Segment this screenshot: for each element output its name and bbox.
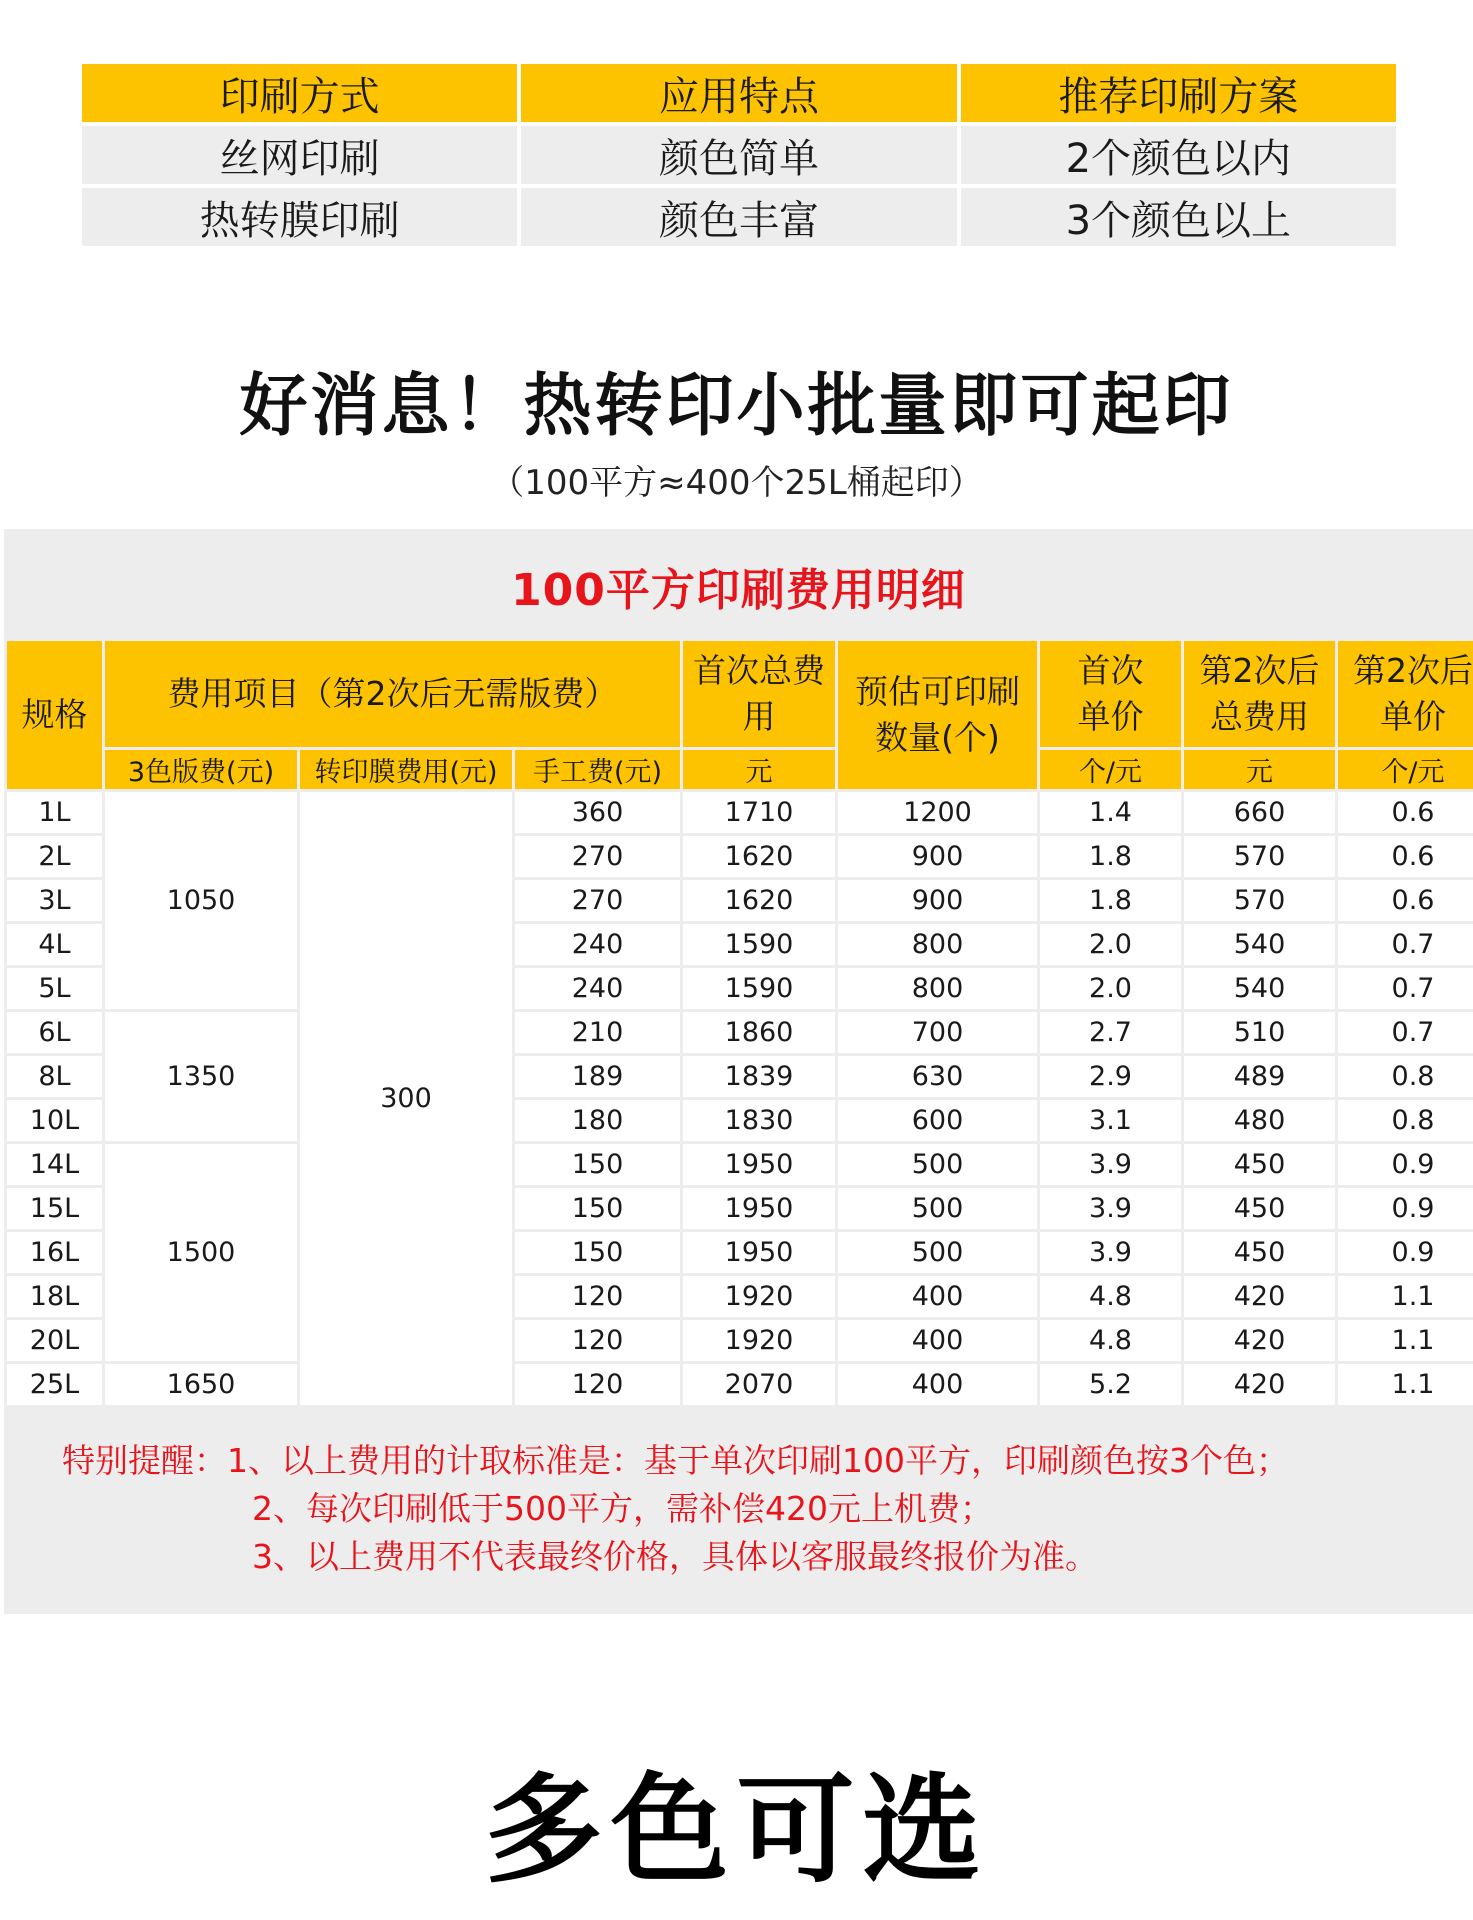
- method-table-header: [82, 64, 1396, 122]
- subheader-plate: 3色版费(元): [105, 750, 297, 789]
- cell-second-unit: 0.8: [1338, 1100, 1473, 1141]
- cell-qty: 600: [838, 1100, 1037, 1141]
- table-row: [82, 126, 1396, 184]
- cell-second-total: 420: [1184, 1320, 1335, 1361]
- method-feature: 颜色丰富: [521, 188, 956, 246]
- cell-second-unit: 0.9: [1338, 1188, 1473, 1229]
- cell-first-unit: 1.8: [1040, 836, 1181, 877]
- bottom-title: 多色可选: [484, 1761, 989, 1899]
- cell-first-unit: 2.9: [1040, 1056, 1181, 1097]
- cell-plate-fee: 1650: [105, 1364, 297, 1405]
- cell-labor: 150: [515, 1188, 680, 1229]
- header-features: 应用特点: [521, 64, 956, 122]
- header-first-unit: [1040, 641, 1181, 747]
- cell-second-total: 420: [1184, 1364, 1335, 1405]
- cell-first-unit: 3.9: [1040, 1144, 1181, 1185]
- table-row: [7, 1012, 1473, 1053]
- cell-first-unit: 1.4: [1040, 792, 1181, 833]
- panel-title: 100平方印刷费用明细: [511, 565, 966, 616]
- cell-spec: 25L: [7, 1364, 102, 1405]
- header-second-unit: [1338, 641, 1473, 747]
- note-line: 3、以上费用不代表最终价格，具体以客服最终报价为准。: [252, 1537, 1098, 1576]
- print-method-table: [78, 60, 1400, 250]
- cell-second-total: 450: [1184, 1144, 1335, 1185]
- price-subheader-row: [7, 750, 1473, 789]
- cell-first-unit: 2.0: [1040, 924, 1181, 965]
- cell-second-total: 660: [1184, 792, 1335, 833]
- cell-second-unit: 1.1: [1338, 1364, 1473, 1405]
- cell-second-total: 450: [1184, 1232, 1335, 1273]
- header-first-total: [683, 641, 835, 747]
- cell-second-total: 510: [1184, 1012, 1335, 1053]
- cell-film-fee: 300: [300, 792, 512, 1405]
- cell-first-unit: 4.8: [1040, 1276, 1181, 1317]
- cell-labor: 240: [515, 924, 680, 965]
- cell-spec: 20L: [7, 1320, 102, 1361]
- cell-labor: 270: [515, 836, 680, 877]
- table-row: [7, 792, 1473, 833]
- header-second-unit-text: 第2次后单价: [1353, 650, 1473, 736]
- cell-labor: 270: [515, 880, 680, 921]
- cell-first-unit: 3.9: [1040, 1188, 1181, 1229]
- cell-first-unit: 3.9: [1040, 1232, 1181, 1273]
- cell-second-total: 540: [1184, 924, 1335, 965]
- cell-spec: 2L: [7, 836, 102, 877]
- cell-labor: 120: [515, 1276, 680, 1317]
- cell-qty: 400: [838, 1320, 1037, 1361]
- cell-second-unit: 0.9: [1338, 1232, 1473, 1273]
- cell-spec: 6L: [7, 1012, 102, 1053]
- cell-first-total: 2070: [683, 1364, 835, 1405]
- cell-labor: 189: [515, 1056, 680, 1097]
- cell-first-total: 1590: [683, 924, 835, 965]
- cell-labor: 210: [515, 1012, 680, 1053]
- cell-first-unit: 4.8: [1040, 1320, 1181, 1361]
- cell-first-total: 1920: [683, 1276, 835, 1317]
- cell-qty: 800: [838, 924, 1037, 965]
- cell-labor: 240: [515, 968, 680, 1009]
- cell-qty: 900: [838, 880, 1037, 921]
- cell-first-unit: 2.7: [1040, 1012, 1181, 1053]
- cell-qty: 1200: [838, 792, 1037, 833]
- subheader-labor: 手工费(元): [515, 750, 680, 789]
- header-print-method: 印刷方式: [82, 64, 517, 122]
- header-first-unit-text: 首次单价: [1077, 650, 1144, 736]
- cell-labor: 150: [515, 1232, 680, 1273]
- cell-first-unit: 3.1: [1040, 1100, 1181, 1141]
- table-row: [7, 1144, 1473, 1185]
- cell-qty: 500: [838, 1188, 1037, 1229]
- cell-second-unit: 1.1: [1338, 1276, 1473, 1317]
- cell-spec: 18L: [7, 1276, 102, 1317]
- cell-spec: 14L: [7, 1144, 102, 1185]
- cell-second-total: 420: [1184, 1276, 1335, 1317]
- cell-first-total: 1620: [683, 880, 835, 921]
- cell-first-total: 1950: [683, 1232, 835, 1273]
- cell-second-unit: 0.6: [1338, 880, 1473, 921]
- cell-second-total: 480: [1184, 1100, 1335, 1141]
- method-name: 热转膜印刷: [82, 188, 517, 246]
- cell-second-total: 450: [1184, 1188, 1335, 1229]
- cell-first-total: 1590: [683, 968, 835, 1009]
- subheader-first-total-unit: 元: [683, 750, 835, 789]
- cell-first-unit: 1.8: [1040, 880, 1181, 921]
- cell-second-unit: 0.7: [1338, 924, 1473, 965]
- cell-second-unit: 0.6: [1338, 792, 1473, 833]
- cell-spec: 15L: [7, 1188, 102, 1229]
- cell-first-total: 1839: [683, 1056, 835, 1097]
- cell-second-unit: 0.7: [1338, 1012, 1473, 1053]
- cell-qty: 500: [838, 1232, 1037, 1273]
- cell-second-total: 570: [1184, 836, 1335, 877]
- cell-first-total: 1830: [683, 1100, 835, 1141]
- cell-first-unit: 5.2: [1040, 1364, 1181, 1405]
- subheader-first-unit-unit: 个/元: [1040, 750, 1181, 789]
- header-qty-text: 预估可印刷数量(个): [855, 671, 1020, 757]
- header-spec: 规格: [7, 641, 102, 789]
- cell-second-unit: 0.7: [1338, 968, 1473, 1009]
- table-row: [82, 188, 1396, 246]
- note-line: 特别提醒：1、以上费用的计取标准是：基于单次印刷100平方，印刷颜色按3个色；: [62, 1441, 1289, 1480]
- subheader-second-total-unit: 元: [1184, 750, 1335, 789]
- method-name: 丝网印刷: [82, 126, 517, 184]
- cell-spec: 4L: [7, 924, 102, 965]
- cell-second-total: 540: [1184, 968, 1335, 1009]
- cell-qty: 700: [838, 1012, 1037, 1053]
- cell-plate-fee: 1350: [105, 1012, 297, 1141]
- cell-first-total: 1620: [683, 836, 835, 877]
- method-feature: 颜色简单: [521, 126, 956, 184]
- cell-labor: 360: [515, 792, 680, 833]
- price-header-row: [7, 641, 1473, 747]
- cell-qty: 400: [838, 1276, 1037, 1317]
- cell-labor: 180: [515, 1100, 680, 1141]
- cell-qty: 900: [838, 836, 1037, 877]
- cell-labor: 120: [515, 1364, 680, 1405]
- cell-labor: 120: [515, 1320, 680, 1361]
- cell-second-unit: 1.1: [1338, 1320, 1473, 1361]
- cell-qty: 800: [838, 968, 1037, 1009]
- method-recommendation: 3个颜色以上: [961, 188, 1396, 246]
- special-notes: [62, 1437, 1289, 1581]
- header-second-total-text: 第2次后总费用: [1199, 650, 1320, 736]
- header-first-total-text: 首次总费用: [693, 650, 825, 736]
- cell-second-total: 570: [1184, 880, 1335, 921]
- headline: 好消息！热转印小批量即可起印: [239, 367, 1234, 446]
- cell-spec: 10L: [7, 1100, 102, 1141]
- subheader-second-unit-unit: 个/元: [1338, 750, 1473, 789]
- subheader-film: 转印膜费用(元): [300, 750, 512, 789]
- cell-second-unit: 0.9: [1338, 1144, 1473, 1185]
- table-row: [7, 1364, 1473, 1405]
- cell-qty: 400: [838, 1364, 1037, 1405]
- cell-second-total: 489: [1184, 1056, 1335, 1097]
- cell-plate-fee: 1050: [105, 792, 297, 1009]
- note-line: 2、每次印刷低于500平方，需补偿420元上机费；: [252, 1489, 993, 1528]
- cell-second-unit: 0.6: [1338, 836, 1473, 877]
- header-qty: [838, 641, 1037, 789]
- cell-first-total: 1950: [683, 1144, 835, 1185]
- cell-first-total: 1860: [683, 1012, 835, 1053]
- cell-first-total: 1950: [683, 1188, 835, 1229]
- cell-plate-fee: 1500: [105, 1144, 297, 1361]
- cell-first-total: 1920: [683, 1320, 835, 1361]
- price-table: [4, 638, 1473, 1408]
- cell-spec: 5L: [7, 968, 102, 1009]
- cell-spec: 8L: [7, 1056, 102, 1097]
- cell-spec: 16L: [7, 1232, 102, 1273]
- cell-first-unit: 2.0: [1040, 968, 1181, 1009]
- header-recommended: 推荐印刷方案: [961, 64, 1396, 122]
- header-second-total: [1184, 641, 1335, 747]
- header-fee-items: 费用项目（第2次后无需版费）: [105, 641, 680, 747]
- cell-first-total: 1710: [683, 792, 835, 833]
- cell-spec: 1L: [7, 792, 102, 833]
- method-recommendation: 2个颜色以内: [961, 126, 1396, 184]
- cell-second-unit: 0.8: [1338, 1056, 1473, 1097]
- cell-qty: 630: [838, 1056, 1037, 1097]
- cell-labor: 150: [515, 1144, 680, 1185]
- cell-spec: 3L: [7, 880, 102, 921]
- cell-qty: 500: [838, 1144, 1037, 1185]
- subline: （100平方≈400个25L桶起印）: [490, 463, 983, 503]
